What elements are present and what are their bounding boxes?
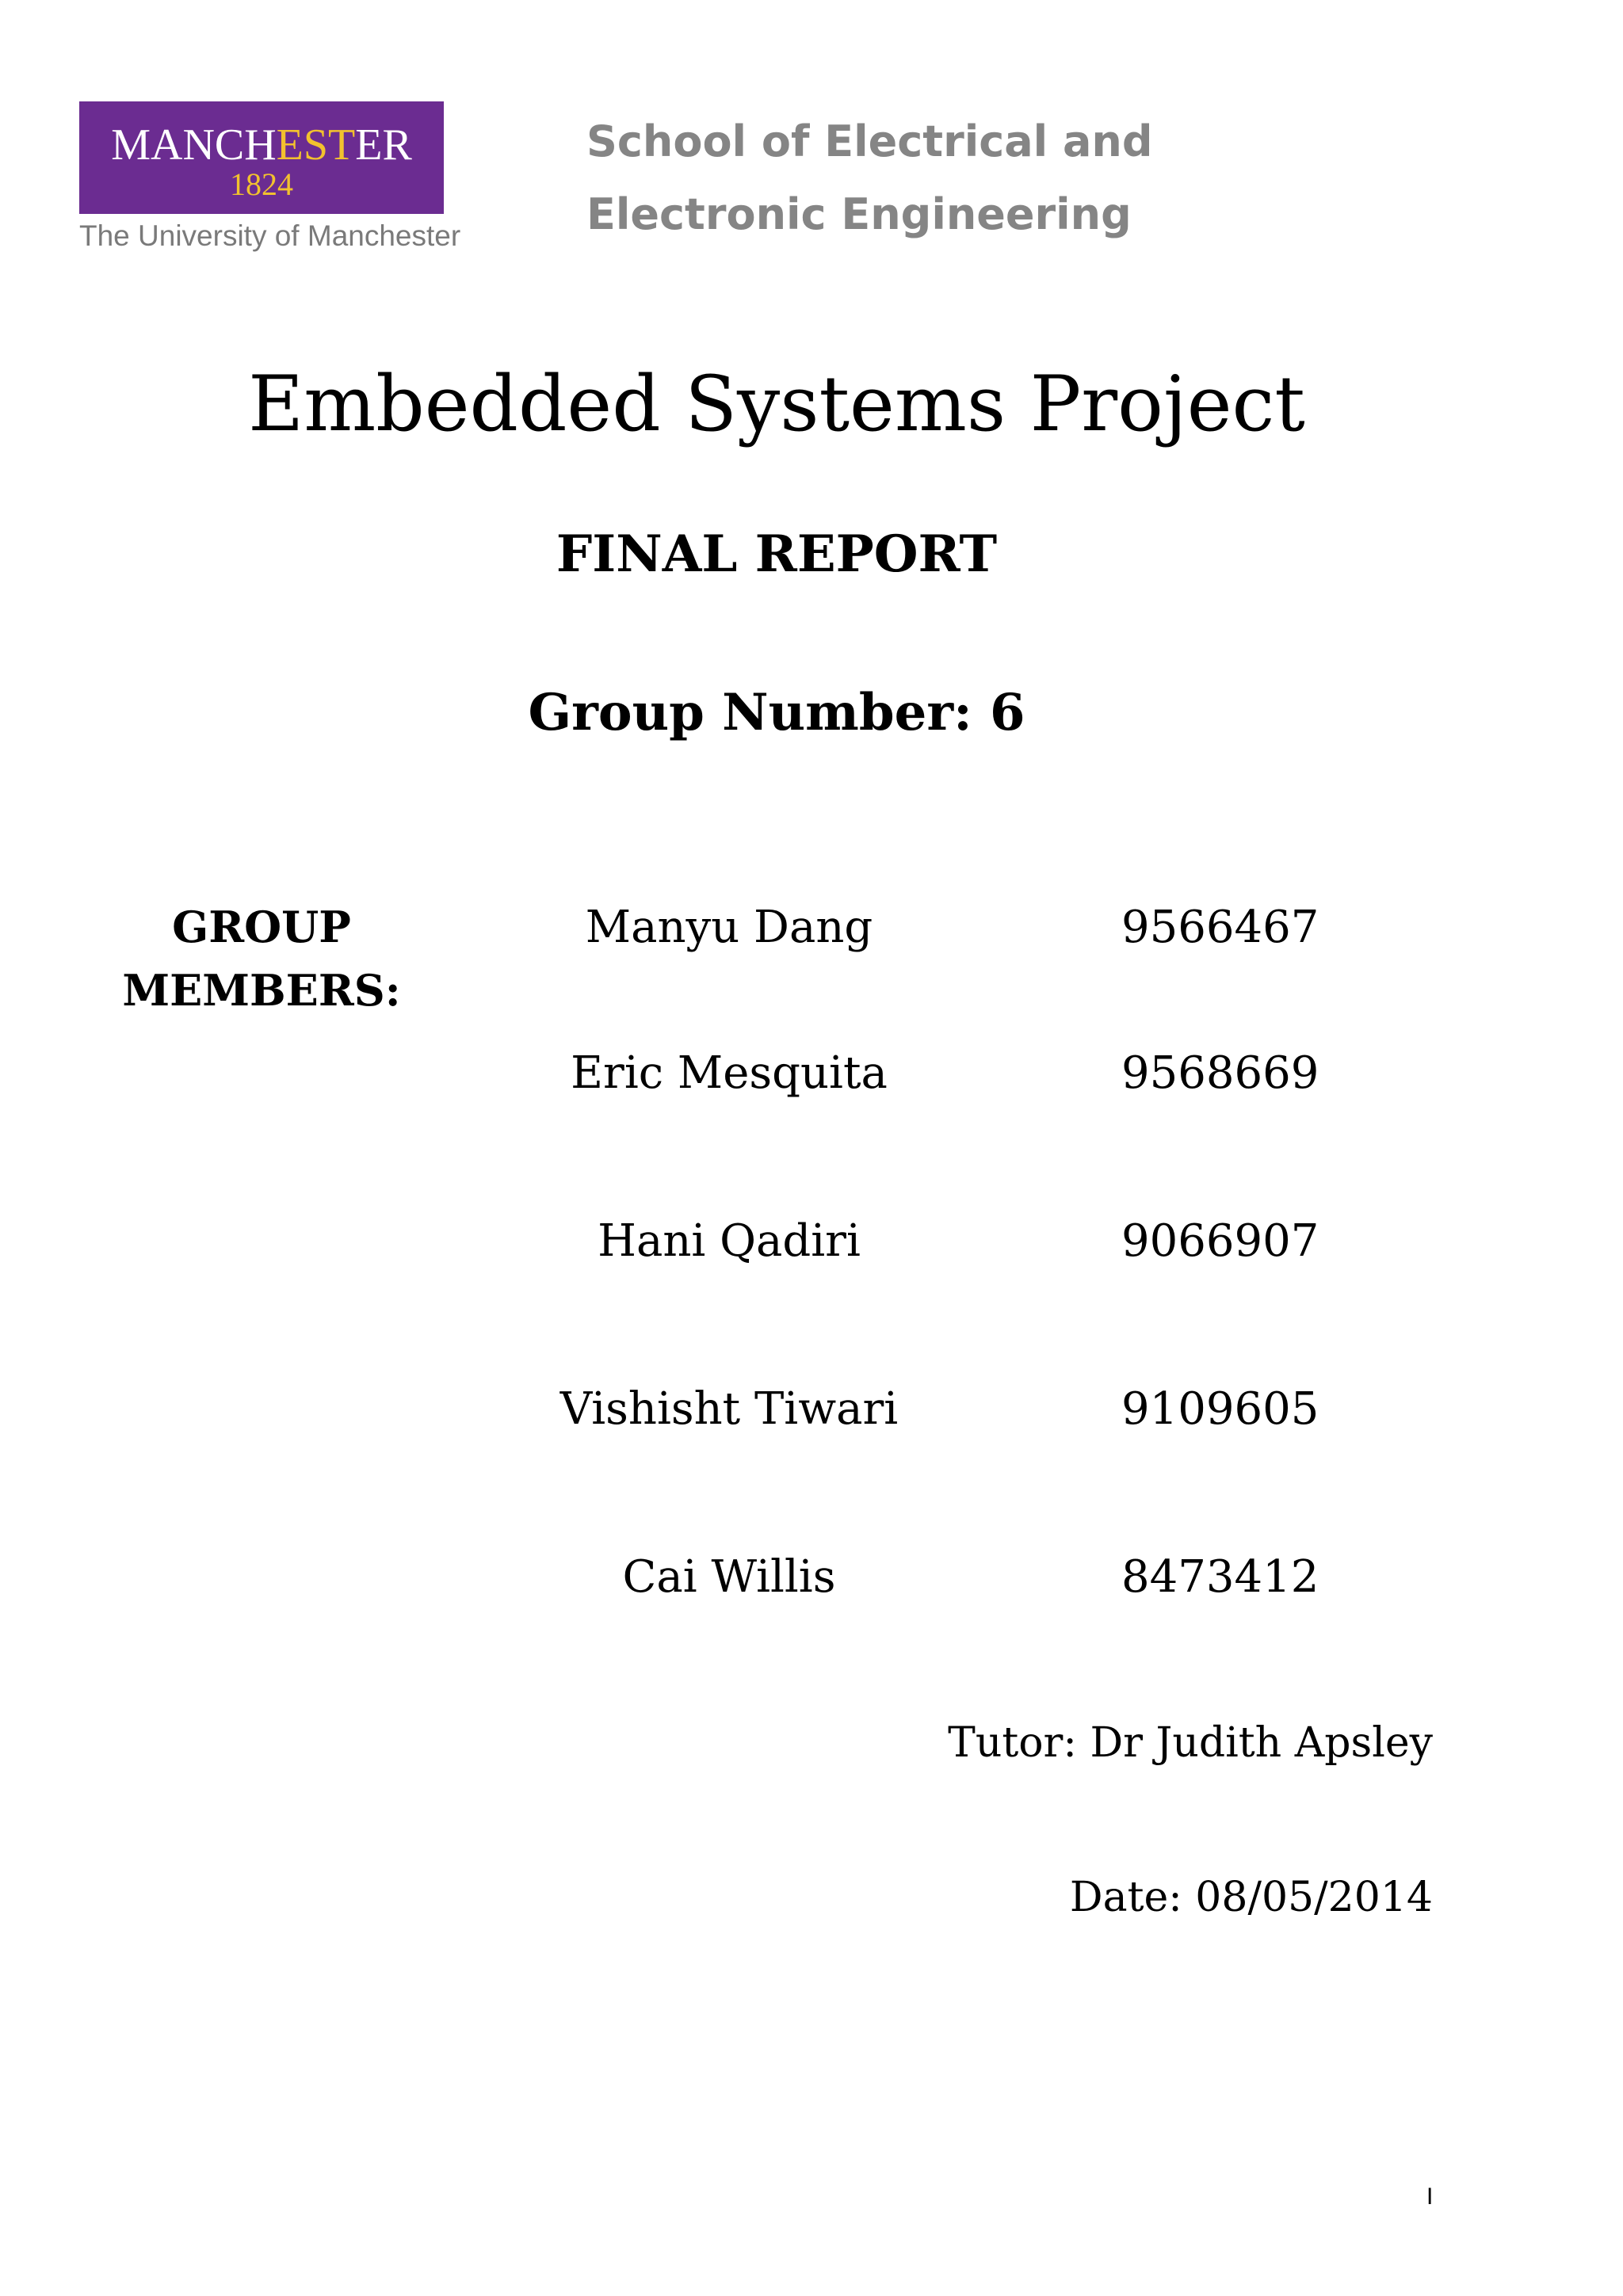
university-logo (79, 101, 444, 214)
document-title: Embedded Systems Project (248, 360, 1305, 448)
member-name: Vishisht Tiwari (559, 1383, 899, 1435)
member-id: 9566467 (1121, 902, 1319, 953)
member-id: 9568669 (1121, 1047, 1319, 1099)
school-name: School of Electrical and Electronic Engineering (586, 116, 1153, 239)
logo-wordmark-part3: ER (355, 120, 412, 170)
member-name: Cai Willis (622, 1551, 836, 1603)
page-number: I (1426, 2183, 1434, 2210)
logo-wordmark (79, 122, 444, 168)
logo-wordmark-part1: MANCH (111, 120, 277, 170)
member-id: 9109605 (1121, 1383, 1319, 1435)
member-name: Manyu Dang (585, 902, 873, 953)
member-name: Eric Mesquita (571, 1047, 888, 1099)
member-id: 8473412 (1121, 1551, 1319, 1603)
member-name: Hani Qadiri (598, 1215, 861, 1267)
group-members-label: GROUP MEMBERS: (122, 902, 401, 1016)
logo-year: 1824 (230, 166, 293, 202)
date-line: Date: 08/05/2014 (1069, 1874, 1433, 1921)
group-number: Group Number: 6 (528, 683, 1025, 742)
logo-wordmark-part2: EST (276, 120, 356, 170)
tutor-line: Tutor: Dr Judith Apsley (948, 1719, 1433, 1767)
logo-subtitle: The University of Manchester (79, 219, 461, 252)
member-id: 9066907 (1121, 1215, 1319, 1267)
document-subtitle: FINAL REPORT (556, 524, 998, 584)
